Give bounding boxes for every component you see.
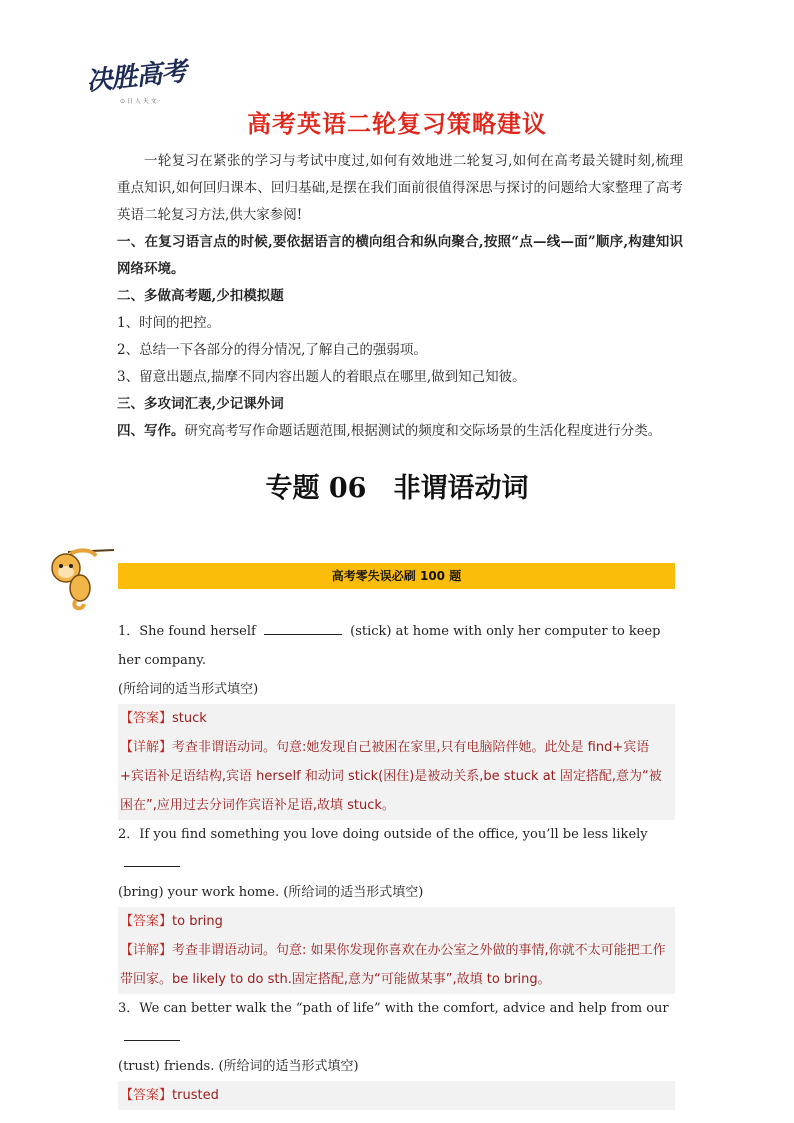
question-3 <box>118 994 675 1052</box>
answer-text: trusted <box>172 1088 219 1103</box>
topic-title: 专题 06 非谓语动词 <box>265 473 529 504</box>
answer-tag: 【答案】 <box>120 914 173 929</box>
question-1-answer-box <box>118 704 675 820</box>
answer-tag: 【答案】 <box>120 711 173 726</box>
detail-text: 考查非谓语动词。句意: 如果你发现你喜欢在办公室之外做的事情,你就不太可能把工作带回家。be likely to do sth.固定搭配,意为“可能做某事”,故填 to bring。 <box>120 943 666 987</box>
question-1-answer <box>120 704 673 733</box>
question-2-blank[interactable] <box>124 854 180 867</box>
point-2: 二、多做高考题,少扣模拟题 <box>117 288 284 304</box>
monkey-mascot-icon <box>40 542 118 614</box>
sub-point-1: 1、时间的把控。 <box>117 315 221 331</box>
point-3: 三、多攻词汇表,少记课外词 <box>117 396 284 412</box>
sub-point-3: 3、留意出题点,揣摩不同内容出题人的着眼点在哪里,做到知己知彼。 <box>117 369 526 385</box>
question-3-answer <box>120 1081 673 1110</box>
question-3-number: 3． <box>118 1001 140 1016</box>
question-1-line2: (所给词的适当形式填空) <box>118 682 259 697</box>
question-2 <box>118 820 675 878</box>
question-3-line2: (trust) friends. (所给词的适当形式填空) <box>118 1059 359 1074</box>
logo-subtext: ⊙ 日 人 天 文 · <box>120 98 161 105</box>
question-1-text-before: She found herself <box>139 624 256 639</box>
detail-text: 考查非谓语动词。句意:她发现自己被困在家里,只有电脑陪伴她。此处是 find+宾语+宾语补足语结构,宾语 herself 和动词 stick(困住)是被动关系,be stuck at 固定搭配,意为“被困在”,应用过去分词作宾语补足语,故填 stuck。 <box>120 740 662 813</box>
question-list <box>118 617 675 1110</box>
section-banner: 高考零失误必刷 100 题 <box>118 563 675 589</box>
detail-tag: 【详解】 <box>120 943 173 958</box>
intro-section <box>117 148 683 445</box>
question-3-answer-box <box>118 1081 675 1110</box>
document-title: 高考英语二轮复习策略建议 <box>247 110 547 138</box>
answer-tag: 【答案】 <box>120 1088 173 1103</box>
question-2-answer-box <box>118 907 675 994</box>
question-3-text-before: We can better walk the “path of life” with the comfort, advice and help from our <box>139 1001 669 1016</box>
intro-paragraph: 一轮复习在紧张的学习与考试中度过,如何有效地进二轮复习,如何在高考最关键时刻,梳理重点知识,如何回归课本、回归基础,是摆在我们面前很值得深思与探讨的问题给大家整理了高考英语二轮复习方法,供大家参阅! <box>117 153 683 223</box>
question-1-blank[interactable] <box>264 622 342 635</box>
question-2-number: 2． <box>118 827 140 842</box>
answer-text: to bring <box>172 914 223 929</box>
detail-tag: 【详解】 <box>120 740 173 755</box>
logo-text: 决胜高考 <box>84 56 188 98</box>
sub-point-2: 2、总结一下各部分的得分情况,了解自己的强弱项。 <box>117 342 427 358</box>
question-2-text-before: If you find something you love doing outside of the office, you’ll be less likely <box>139 827 648 842</box>
question-2-detail <box>120 936 673 994</box>
point-1: 一、在复习语言点的时候,要依据语言的横向组合和纵向聚合,按照“点—线—面”顺序,构建知识网络环境。 <box>117 234 683 277</box>
point-4-label: 四、写作。 <box>117 423 185 439</box>
question-1-number: 1． <box>118 624 140 639</box>
question-1-text-after: (stick) at home with only her computer to keep her company. <box>118 624 661 668</box>
question-1-detail <box>120 733 673 820</box>
answer-text: stuck <box>172 711 207 726</box>
question-1 <box>118 617 675 675</box>
point-4-text: 研究高考写作命题话题范围,根据测试的频度和交际场景的生活化程度进行分类。 <box>184 423 662 439</box>
question-2-answer <box>120 907 673 936</box>
question-3-blank[interactable] <box>124 1028 180 1041</box>
question-2-line2: (bring) your work home. (所给词的适当形式填空) <box>118 885 424 900</box>
point-4 <box>117 418 683 445</box>
